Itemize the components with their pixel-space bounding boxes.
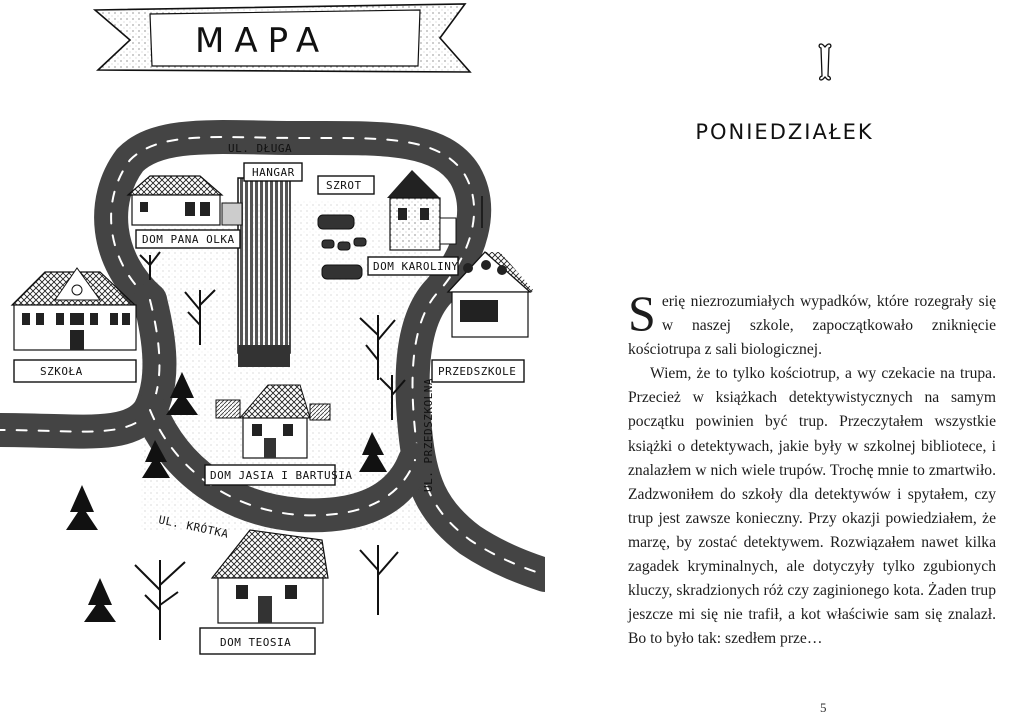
svg-text:UL. DŁUGA: UL. DŁUGA [228,142,293,155]
chapter-title: PONIEDZIAŁEK [695,120,874,144]
label-school [14,360,136,382]
label-house-karolina [368,257,458,275]
svg-text:PRZEDSZKOLE: PRZEDSZKOLE [438,365,517,378]
paragraph-1-text: erię niezrozumiałych wypadków, które rozegrały się w naszej szkole, zapoczątkowało zniknięcie kościotrupa z sali biologicznej. [628,293,996,359]
label-house-jas-bartus [205,465,352,485]
label-kindergarten [432,360,524,382]
paragraph-2: Wiem, że to tylko kościotrup, a wy czekacie na trupa. Przecież w książkach detektywistycznych na samym początku powinien być trup. Przeczytałem wszystkie książki o detektywach, jakie były w szkolnej bibliotece, i znalazłem w nich wiele trupów. Trochę mnie to zmartwiło. Zadzwoniłem do szkoły dla detektywów i spytałem, czy trup jest zawsze konieczny. Przy okazji powiedziałem, że marzę, by zostać detektywem. Rozwiązałem nawet kilka zagadek kryminalnych, ale dotyczyły tylko zgubionych kluczy, skradzionych róż czy zaginionego kota. Żaden trup jeszcze mi się nie trafił, a kot właściwie sam się znalazł. Bo to było tak: szedłem prze… [628,365,996,648]
right-page [545,0,1024,719]
chapter-body [628,285,996,651]
drop-cap: S [628,285,656,341]
label-house-olek [136,230,240,248]
label-hangar [244,163,302,181]
label-street-long [228,142,292,155]
svg-text:UL. PRZEDSZKOLNA: UL. PRZEDSZKOLNA [422,378,435,492]
svg-text:HANGAR: HANGAR [252,166,295,179]
svg-text:DOM PANA OLKA: DOM PANA OLKA [142,233,235,246]
paragraph-1 [628,285,996,362]
banner-title: MAPA [195,21,330,61]
svg-text:SZKOŁA: SZKOŁA [40,365,83,378]
svg-text:UL. KRÓTKA: UL. KRÓTKA [157,513,230,541]
page-number: 5 [820,700,827,715]
svg-text:DOM JASIA I BARTUSIA: DOM JASIA I BARTUSIA [210,469,353,482]
label-scrapyard [318,176,374,194]
label-street-kindergarten [422,378,435,492]
house-teos-drawing [212,530,328,623]
title-banner [95,4,470,72]
label-house-teos [200,628,315,654]
bone-chapter-icon [817,42,833,82]
svg-text:SZROT: SZROT [326,179,362,192]
svg-text:DOM TEOSIA: DOM TEOSIA [220,636,292,649]
svg-text:DOM KAROLINY: DOM KAROLINY [373,260,459,273]
hangar-building [238,178,290,367]
